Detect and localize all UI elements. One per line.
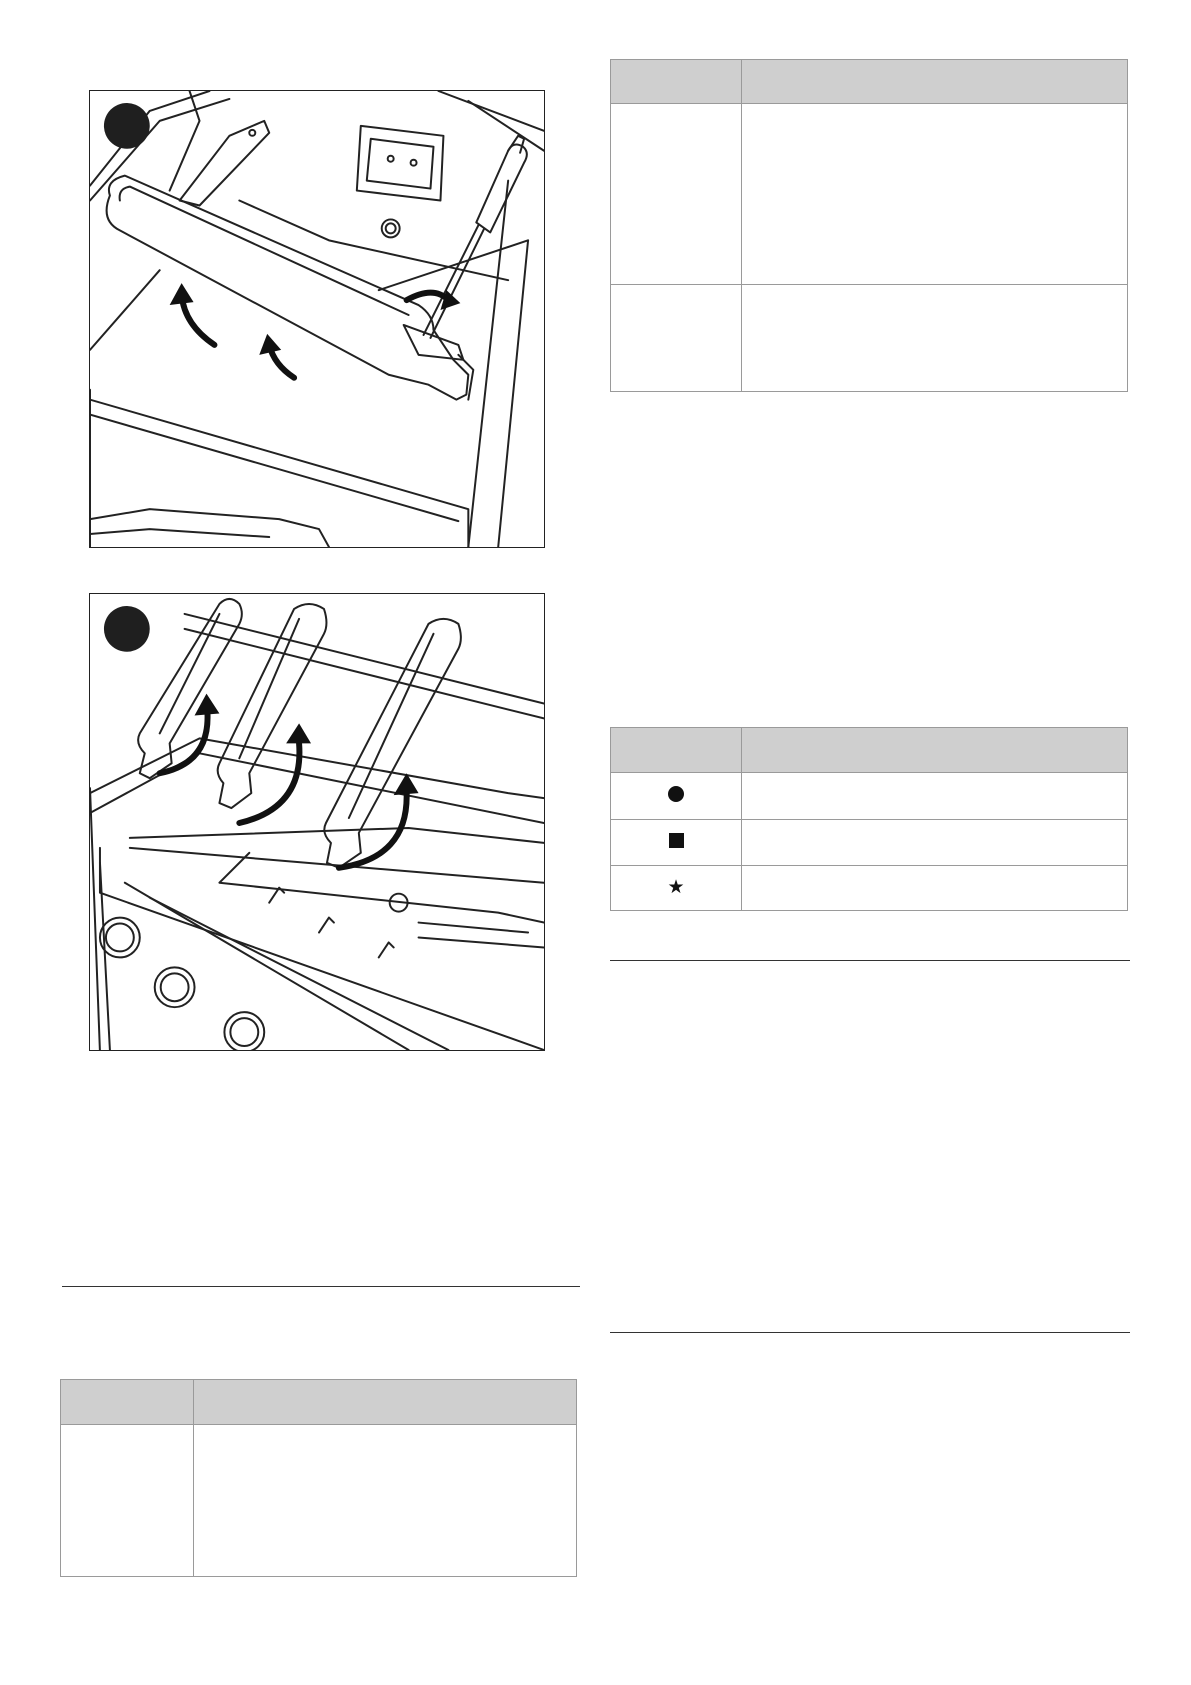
burner-screw-illustration [90, 91, 544, 547]
star-icon: ★ [667, 875, 685, 898]
table-row [61, 1425, 577, 1577]
step-badge [104, 103, 150, 149]
table-legend [610, 727, 1128, 911]
figure-burner-tubes-lift [89, 593, 545, 1051]
table-row [611, 285, 1128, 392]
table-top-right [610, 59, 1128, 392]
table-row [611, 820, 1128, 865]
table-cell [611, 104, 742, 285]
square-icon [669, 833, 684, 848]
table-header-cell [611, 728, 742, 773]
table-cell [611, 285, 742, 392]
table-cell [742, 820, 1128, 865]
section-divider [62, 1286, 580, 1287]
table-header-cell [742, 60, 1128, 104]
burner-tubes-illustration [90, 594, 544, 1050]
step-badge [104, 606, 150, 652]
table-cell [742, 865, 1128, 910]
table-header-cell [611, 60, 742, 104]
table-cell [194, 1425, 577, 1577]
section-divider [610, 960, 1130, 961]
table-row [611, 773, 1128, 820]
table-bottom-left [60, 1379, 577, 1577]
table-cell [742, 773, 1128, 820]
table-cell [742, 104, 1128, 285]
table-row [611, 104, 1128, 285]
table-header-cell [742, 728, 1128, 773]
table-cell [742, 285, 1128, 392]
table-header-cell [194, 1380, 577, 1425]
table-row [611, 865, 1128, 910]
figure-burner-screw-removal [89, 90, 545, 548]
table-cell [61, 1425, 194, 1577]
section-divider [610, 1332, 1130, 1333]
circle-icon [668, 786, 684, 802]
table-header-cell [61, 1380, 194, 1425]
